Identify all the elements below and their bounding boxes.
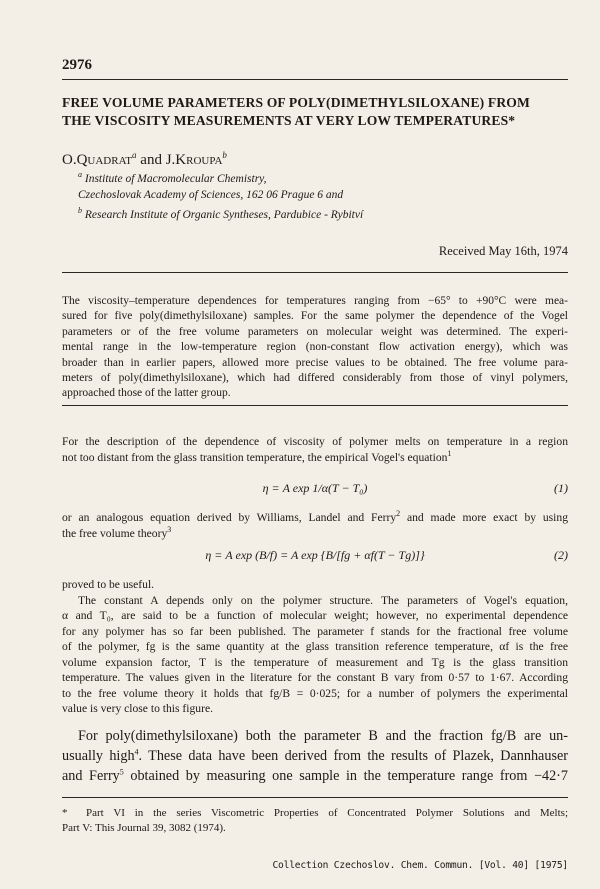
footnote-line-2: Part V: This Journal 39, 3082 (1974). — [62, 822, 226, 834]
ref-4: 4 — [134, 747, 139, 757]
mid-line-1: or an analogous equation derived by Williams, Landel and Ferry — [62, 511, 397, 524]
affil-b-line: Research Institute of Organic Syntheses, Pardubice - Rybitví — [84, 208, 364, 221]
intro-line-1: For the description of the dependence of viscosity of polymer melts on temperature in a region — [62, 435, 568, 448]
body-line: to the free volume theory it holds that fg/B = 0·025; for a number of polymers the experimental — [62, 686, 568, 700]
footnote-rule — [62, 797, 568, 798]
affiliations — [78, 167, 363, 223]
title-line-2: THE VISCOSITY MEASUREMENTS AT VERY LOW TEMPERATURES* — [62, 113, 516, 128]
author-2-mark: b — [222, 150, 227, 160]
page-number: 2976 — [62, 57, 92, 73]
affil-b-mark: b — [78, 205, 82, 215]
mid-line-1-end: and made more exact by using — [400, 511, 568, 524]
equation-1-math: η = A exp 1/α(T − T₀) — [262, 481, 368, 495]
equation-2-math: η = A exp (B/f) = A exp {B/[fg + αf(T − Tg)]} — [205, 548, 425, 562]
footnote-star: * — [62, 807, 68, 819]
large-line-2a: usually high — [62, 748, 135, 764]
abstract-line: approached those of the latter group. — [62, 387, 231, 400]
large-line-3a: and Ferry — [62, 768, 120, 784]
body-line: proved to be useful. — [62, 578, 155, 591]
body-line: α and T₀, are said to be a function of molecular weight; however, no experimental dependence — [62, 609, 568, 622]
large-line-3b: obtained by measuring one sample in the temperature range from −42·7 — [123, 768, 568, 784]
author-1-mark: a — [132, 150, 137, 160]
equation-2 — [62, 548, 568, 566]
journal-citation: Collection Czechoslov. Chem. Commun. [Vol. 40] [1975] — [272, 860, 568, 871]
author-2: J.Kroupa — [165, 152, 223, 168]
ref-1: 1 — [447, 448, 452, 458]
abstract-line: parameters or of the free volume parameters on molecular weight was determined. The experi- — [62, 325, 568, 338]
ref-5: 5 — [119, 767, 124, 777]
body-line: The constant A depends only on the polymer structure. The parameters of Vogel's equation, — [78, 593, 568, 607]
affil-a-mark: a — [78, 170, 82, 179]
equation-1 — [62, 481, 568, 497]
equation-2-number: (2) — [554, 548, 568, 562]
abstract — [62, 294, 568, 402]
abstract-line: mental range in the low-temperature region (non-constant flow activation energy), which was — [62, 341, 568, 354]
abstract-line: meters of poly(dimethylsiloxane), which had differed considerably from those of vinyl polymers, — [62, 372, 568, 385]
ref-3: 3 — [167, 524, 172, 534]
body-line: value is very close to this figure. — [62, 702, 214, 715]
footnote-line-1: Part VI in the series Viscometric Properties of Concentrated Polymer Solutions and Melts; — [86, 807, 568, 819]
body-line: for any polymer has so far been published. The parameter f stands for the fractional free volume — [62, 624, 568, 638]
article-title — [62, 94, 568, 130]
affil-a-line-1: Institute of Macromolecular Chemistry, — [84, 172, 267, 185]
author-and: and — [140, 152, 162, 168]
mid-line-2: the free volume theory — [62, 526, 168, 540]
large-paragraph — [62, 726, 568, 786]
header-rule — [62, 79, 568, 80]
author-1: O.Quadrat — [62, 152, 133, 168]
large-line-1: For poly(dimethylsiloxane) both the parameter B and the fraction fg/B are un- — [78, 728, 568, 744]
large-line-2b: . These data have been derived from the results of Plazek, Dannhauser — [138, 748, 568, 764]
received-date: Received May 16th, 1974 — [438, 244, 568, 258]
abstract-bottom-rule — [62, 405, 568, 406]
affil-a-line-2: Czechoslovak Academy of Sciences, 162 06 Prague 6 and — [78, 188, 344, 201]
equation-1-number: (1) — [554, 481, 568, 495]
title-line-1: FREE VOLUME PARAMETERS OF POLY(DIMETHYLSILOXANE) FROM — [62, 95, 531, 110]
intro-line-2: not too distant from the glass transition temperature, the empirical Vogel's equation — [62, 450, 448, 464]
footnote — [62, 806, 568, 836]
body-line: temperature. The values given in the literature for the constant B vary from 0·57 to 1·67. According — [62, 671, 568, 684]
abstract-line: sured for five poly(dimethylsiloxane) samples. For the same polymer the dependence of the Vogel — [62, 310, 568, 323]
abstract-top-rule — [62, 272, 568, 273]
abstract-line: The viscosity–temperature dependences for temperatures ranging from −65° to +90°C were mea- — [62, 295, 568, 307]
body-paragraph — [62, 577, 568, 717]
intro-paragraph — [62, 434, 568, 465]
body-line: of the polymer, fg is the same quantity at the glass transition reference temperature, αf is the free — [62, 640, 568, 653]
abstract-line: broader than in earlier papers, allowed more precise values to be obtained. The free volume para- — [62, 356, 568, 369]
body-line: volume expansion factor, T is the temperature of measurement and Tg is the glass transition — [62, 655, 568, 669]
ref-2: 2 — [396, 509, 401, 519]
mid-paragraph — [62, 510, 568, 541]
